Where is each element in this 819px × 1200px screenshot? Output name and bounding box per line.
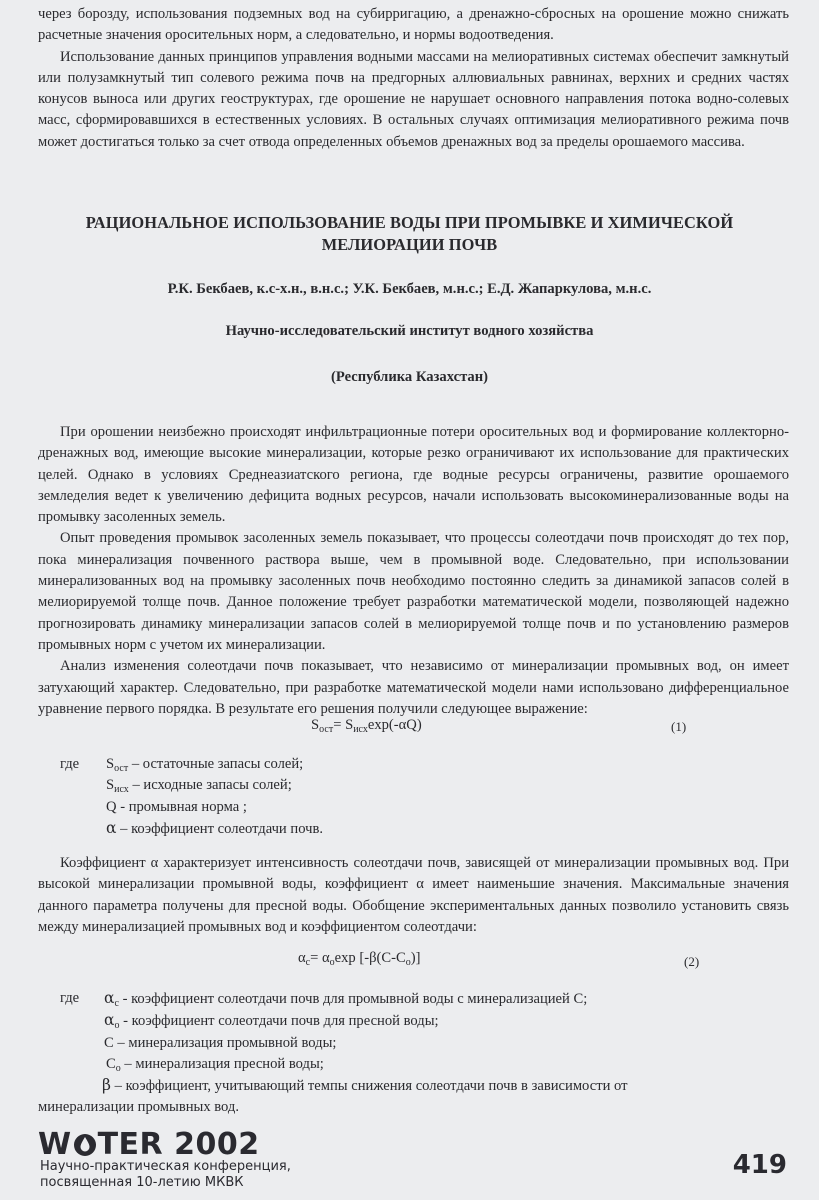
definition-lead: где <box>60 756 80 772</box>
conference-caption: Научно-практическая конференция, посвященная 10-летию МКВК <box>40 1159 291 1190</box>
body-paragraph-3: Анализ изменения солеотдачи почв показывает, что независимо от минерализации промывных вод, он имеет затухающий характер. Следовательно, при разработке математической модели нами использовано дифференциальное уравнение первого порядка. В результате его решения получили следующее выражение: <box>38 658 789 717</box>
water-2002-logo: W TER 2002 <box>38 1127 260 1162</box>
definition-row: $\alpha_o$ - коэффициент солеотдачи почв для пресной воды; <box>104 1011 439 1032</box>
article-institute: Научно-исследовательский институт водного хозяйства <box>225 323 594 339</box>
article-country: (Республика Казахстан) <box>330 369 488 385</box>
body-paragraph-2: Опыт проведения промывок засоленных земель показывает, что процессы солеотдачи почв происходят до тех пор, пока минерализация почвенного раствора выше, чем в промывной воде. Следовательно, при использовании минерализованных вод на промывку засоленных почв необходимо постоянно следить за динамикой запасов солей в мелиорируемой толще почв. Данное положение требует разработки математической модели, позволяющей надежно прогнозировать динамику минерализации запасов солей в мелиорируемой толще почв и по установлению размеров промывных норм с учетом их минерализации. <box>38 530 789 653</box>
formula-2-number: (2) <box>684 954 700 969</box>
water-drop-icon <box>72 1131 98 1157</box>
formula-2-expression: $\alpha_c= \alpha_o\exp$ $[-\beta(C-C_o)]$ <box>298 950 421 968</box>
definition-row: где $\alpha_c$ - коэффициент солеотдачи почв для промывной воды с минерализацией С; <box>60 989 588 1009</box>
formula-1-number: (1) <box>671 719 687 734</box>
definition-continuation: минерализации промывных вод. <box>38 1099 240 1116</box>
page-number: 419 <box>732 1150 787 1180</box>
definition-row: β – коэффициент, учитывающий темпы снижения солеотдачи почв в зависимости от <box>102 1076 628 1095</box>
definition-row: Q - промывная норма ; <box>106 798 247 815</box>
definition-row: где $S_{ост}$ – остаточные запасы солей; <box>60 756 304 774</box>
definition-row: $С_o$ – минерализация пресной воды; <box>106 1055 324 1074</box>
article-authors: Р.К. Бекбаев, к.с-х.н., в.н.с.; У.К. Бекбаев, м.н.с.; Е.Д. Жапаркулова, м.н.с. <box>167 281 652 297</box>
article-body-1 <box>38 422 789 720</box>
intro-paragraph-2: Использование данных принципов управления водными массами на мелиоративных системах обеспечит замкнутый или полузамкнутый тип солевого режима почв на предгорных аллювиальных равнинах, верхних и средних частях конусов выноса или других геоструктурах, где орошение не нарушает основного направления потока водно-солевых масс, сформировавшихся в естественных условиях. В остальных случаях оптимизация мелиоративного режима почв может достигаться только за счет отвода определенных объемов дренажных вод за пределы орошаемого массива. <box>38 48 789 150</box>
definitions-2 <box>38 988 628 1119</box>
article-body-2 <box>38 853 789 938</box>
article-title: РАЦИОНАЛЬНОЕ ИСПОЛЬЗОВАНИЕ ВОДЫ ПРИ ПРОМЫВКЕ И ХИМИЧЕСКОЙ МЕЛИОРАЦИИ ПОЧВ <box>85 213 734 254</box>
definition-row: С – минерализация промывной воды; <box>104 1034 337 1051</box>
definitions-1 <box>60 754 323 840</box>
body-paragraph-1: При орошении неизбежно происходят инфильтрационные потери оросительных вод и формирование коллекторно-дренажных вод, имеющие высокие минерализации, которые резко ограничивают их использование для практических целей. Однако в условиях Среднеазиатского региона, где водные ресурсы ограничены, развитие орошаемого земледелия ведет к увеличению дефицита водных ресурсов, начали использовать высокоминерализованные воды на промывку засоленных земель. <box>38 424 789 526</box>
intro-text <box>38 4 789 153</box>
intro-paragraph-1: через борозду, использования подземных вод на субирригацию, а дренажно-сбросных на орошение можно снижать расчетные значения оросительных норм, а следовательно, и нормы водоотведения. <box>38 6 789 44</box>
definition-row: α – коэффициент солеотдачи почв. <box>106 818 323 837</box>
definition-row: $S_{исх}$ – исходные запасы солей; <box>106 777 292 796</box>
formula-1-expression: $S_{ост}= S_{исх}\exp(-\alpha Q)$ <box>311 717 422 735</box>
body-paragraph-4: Коэффициент α характеризует интенсивность солеотдачи почв, зависящей от минерализации промывных вод. При высокой минерализации промывной воды, коэффициент α имеет наименьшие значения. Максимальные значения данного параметра получены для пресной воды. Обобщение экспериментальных данных позволило установить связь между минерализацией промывных вод и коэффициентом солеотдачи: <box>38 855 789 935</box>
